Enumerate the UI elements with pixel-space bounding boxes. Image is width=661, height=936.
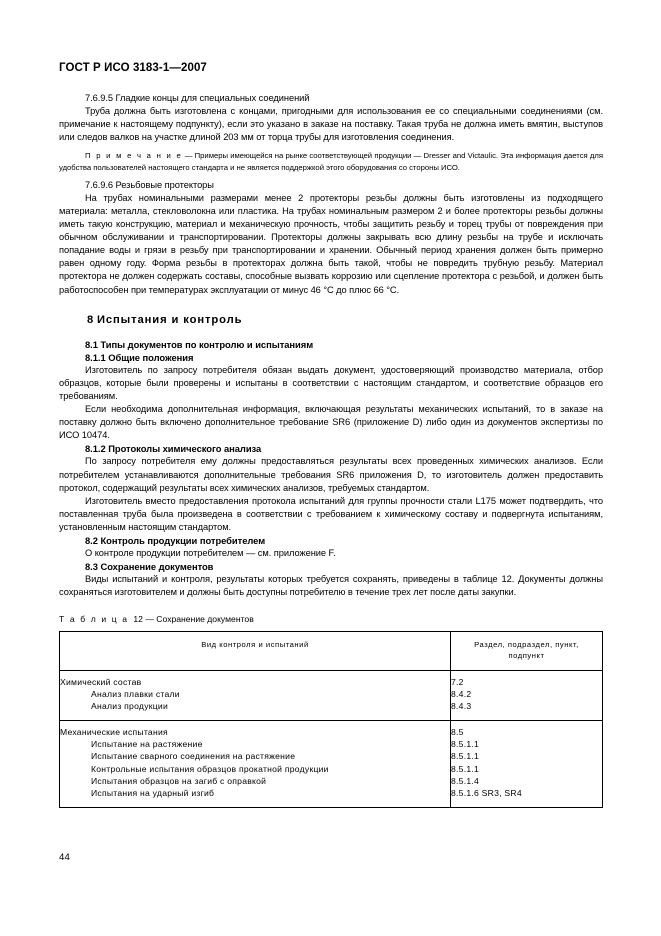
page-number: 44 [59,852,71,863]
table-header-clause-ref [451,631,603,670]
clause-ref-line: 8.4.3 [451,701,472,712]
table-header-inspection-type: Вид контроля и испытаний [60,631,451,670]
table-caption-label: Т а б л и ц а [59,613,129,624]
inspection-type-line: Испытания образцов на загиб с оправкой [91,775,267,786]
note-7-6-9-5 [59,150,603,172]
table-12-caption [59,613,603,625]
heading-8-2: 8.2 Контроль продукции потребителем [85,535,266,547]
note-text: — Примеры имеющейся на рынке соответствующей продукции — Dresser and Victaulic. Эта информация дается для удобства пользователей настоящего стандарта и не является поддержкой этого оборудования со стороны ИСО. [59,151,603,172]
inspection-type-line: Испытания на ударный изгиб [91,788,215,799]
inspection-type-line: Механические испытания [60,726,168,737]
clause-ref-line: 7.2 [451,676,464,687]
heading-8-1: 8.1 Типы документов по контролю и испытаниям [85,338,314,350]
paragraph-7-6-9-6: На трубах номинальными размерами менее 2 протекторы резьбы должны быть изготовлены из подходящего материала: металла, стекловолокна или пластика. На трубах номинальным размером 2 и более протекторы резьбы должны иметь такую конструкцию, материал и механическую прочность, чтобы защитить резьбу и торец трубы от повреждения при обычном обслуживании и транспортировании. Протекторы должны закрывать всю длину резьбы на трубе и исключать попадание воды и грязи в резьбу при транспортировании и хранении. Обычный период хранения должен быть примерно равен одному году. Форма резьбы в протекторах должна быть такой, чтобы не повредить трубную резьбу. Материал протектора не должен содержать составы, способные вызвать коррозию или сцепление протектора с резьбой, и должен быть работоспособен при температурах эксплуатации от минус 46 °С до плюс 66 °С. [59,192,603,295]
spacer [59,327,603,338]
paragraph-8-1-1-b: Если необходима дополнительная информация, включающая результаты механических испытаний, то в заказе на поставку должно быть включено дополнительное требование SR6 (приложение D) либо один из документов экспертизы по ИСО 10474. [59,404,603,441]
table-cell-clause-ref [451,720,603,807]
inspection-type-line: Контрольные испытания образцов прокатной продукции [91,763,329,774]
heading-section-8 [59,313,603,327]
table-cell-clause-ref [451,670,603,720]
table-row [60,720,603,807]
clause-ref-line: 8.5.1.4 [451,775,480,786]
table-caption-text: 12 — Сохранение документов [133,613,254,624]
inspection-type-line: Химический состав [60,676,142,687]
clause-ref-line: 8.5 [451,726,464,737]
table-cell-inspection-type [60,720,451,807]
table-cell-inspection-type [60,670,451,720]
clause-ref-line-1: Раздел, подраздел, пункт, [474,639,579,649]
clause-ref-line-2: подпункт [508,651,545,660]
paragraph-8-3: Виды испытаний и контроля, результаты которых требуется сохранять, приведены в таблице 12. Документы должны сохраняться изготовителем и должны быть доступны потребителю в течение трех лет после даты закупки. [59,574,603,598]
heading-8-3: 8.3 Сохранение документов [85,561,214,573]
clause-ref-line: 8.5.1.1 [451,738,480,749]
note-label: П р и м е ч а н и е [85,151,183,161]
inspection-type-line: Испытание на растяжение [91,738,203,749]
table-row [60,670,603,720]
inspection-type-line: Анализ плавки стали [91,688,180,699]
section-8-title: Испытания и контроль [96,313,243,326]
body-column [59,92,603,808]
clause-ref-line: 8.5.1.1 [451,763,480,774]
inspection-type-line: Анализ продукции [91,701,169,712]
clause-ref-line: 8.5.1.1 [451,751,480,762]
running-head: ГОСТ Р ИСО 3183-1—2007 [59,62,207,74]
paragraph-8-1-1-a: Изготовитель по запросу потребителя обязан выдать документ, удостоверяющий производство материала, отбор образцов, которые были проверены и испытаны в соответствии с настоящим стандартом, и соответствие образцов его требованиям. [59,364,603,401]
paragraph-8-2: О контроле продукции потребителем — см. приложение F. [85,548,336,559]
clause-ref-line: 8.5.1.6 SR3, SR4 [451,788,522,799]
paragraph-8-1-2-a: По запросу потребителя ему должны предоставляться результаты всех проведенных химических анализов. Если потребителем устанавливаются дополнительные требования SR6 приложения D, то изготовитель должен предоставить протокол, содержащий результаты всех химических анализов, требуемых стандартом. [59,456,603,493]
table-12 [59,631,603,808]
heading-8-1-1: 8.1.1 Общие положения [85,351,194,363]
paragraph-8-1-2-b: Изготовитель вместо предоставления протокола испытаний для группы прочности стали L175 может подтвердить, что поставленная труба была произведена в соответствии с требованием к химическому составу и подвергнута испытаниям, установленным настоящим стандартом. [59,495,603,532]
heading-7-6-9-6: 7.6.9.6 Резьбовые протекторы [85,179,214,190]
paragraph-7-6-9-5: Труба должна быть изготовлена с концами, пригодными для использования ее со специальными соединениями (см. примечание к настоящему подпункту), если это указано в заказе на поставку. Такая труба не должна иметь вмятин, выступов или следов валков на участке длиной 203 мм от торца трубы для изготовления соединения. [59,106,603,143]
heading-7-6-9-5: 7.6.9.5 Гладкие концы для специальных соединений [85,93,310,103]
section-8-number: 8 [87,313,94,326]
table-header-row [60,631,603,670]
clause-ref-line: 8.4.2 [451,688,472,699]
inspection-type-line: Испытание сварного соединения на растяжение [91,751,296,762]
table-body [60,670,603,807]
heading-8-1-2: 8.1.2 Протоколы химического анализа [85,443,262,455]
